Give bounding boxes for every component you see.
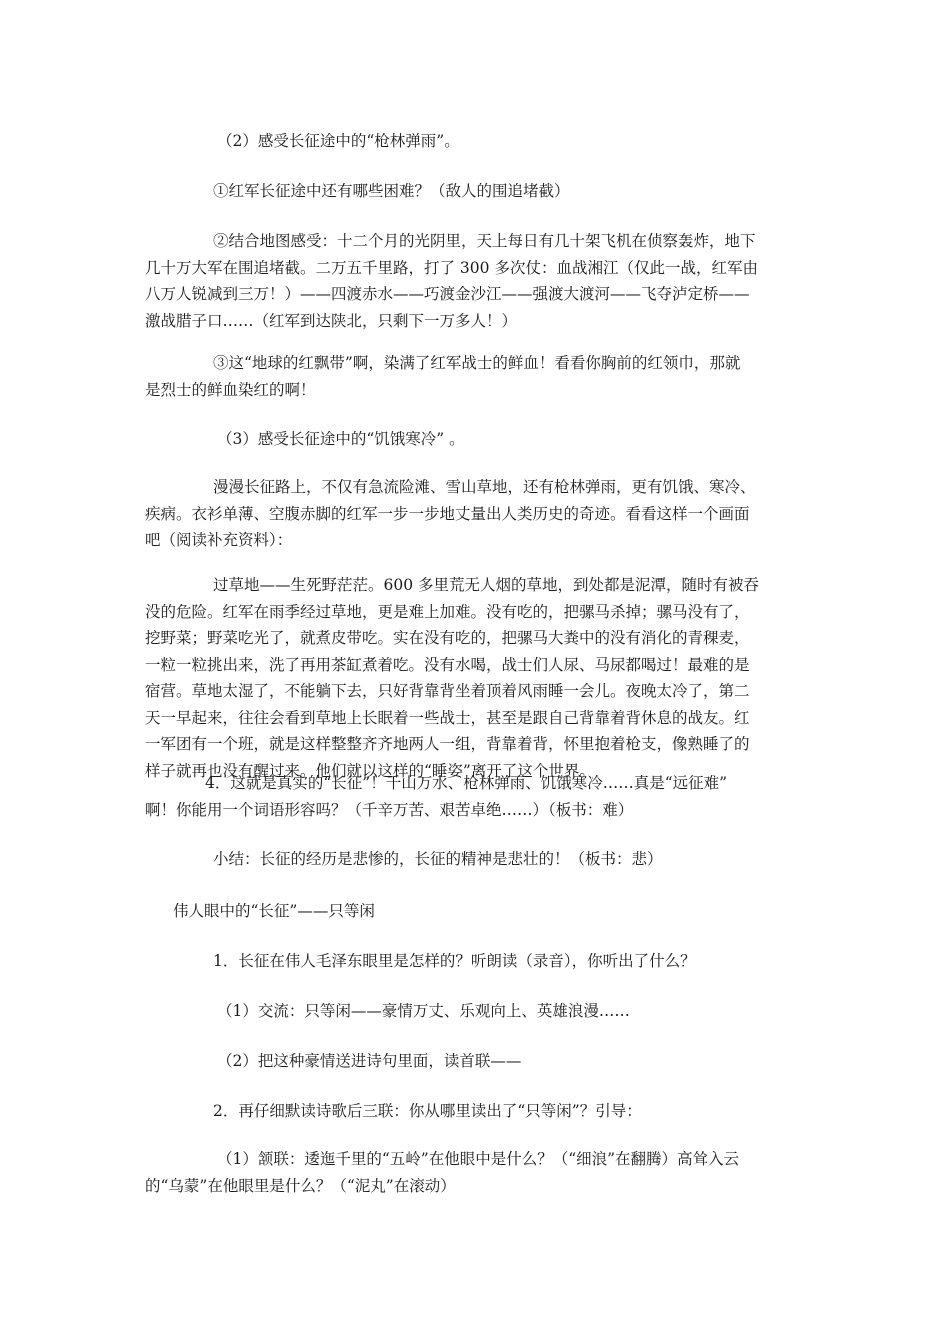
paragraph-section-3-heading (145, 426, 805, 453)
text-line: 4．这就是真实的“长征”！千山万水、枪林弹雨、饥饿寒冷……真是“远征难” (205, 774, 728, 792)
text-line: 几十万大军在围追堵截。二万五千里路，打了 300 多次仗：血战湘江（仅此一战，红军由 (145, 258, 758, 277)
text-line: 一军团有一个班，就是这样整整齐齐地两人一组，背靠着背，怀里抱着枪支，像熟睡了的 (145, 735, 750, 753)
text-line: 激战腊子口……（红军到达陕北，只剩下一万多人！） (145, 311, 518, 330)
text-line: 八万人锐减到三万！）——四渡赤水——巧渡金沙江——强渡大渡河——飞夺泸定桥—— (145, 285, 750, 303)
paragraph-hunger-cold (145, 474, 805, 554)
text-line: 伟人眼中的“长征”——只等闲 (173, 902, 375, 920)
text-line: 天一早起来，往往会看到草地上长眠着一些战士，甚至是跟自己背靠着背休息的战友。红 (145, 708, 750, 727)
text-line: （3）感受长征途中的“饥饿寒冷” 。 (217, 430, 465, 448)
text-line: 挖野菜；野菜吃光了，就煮皮带吃。实在没有吃的，把骡马大粪中的没有消化的青稞麦， (145, 629, 750, 647)
text-line: （2）把这种豪情送进诗句里面，读首联—— (217, 1052, 522, 1070)
paragraph-summary (145, 846, 805, 873)
paragraph-item-2 (145, 1098, 805, 1125)
text-line: 漫漫长征路上，不仅有急流险滩、雪山草地，还有枪林弹雨，更有饥饿、寒冷、 (213, 478, 756, 496)
paragraph-item-1 (145, 948, 805, 975)
paragraph-read-first (145, 1048, 805, 1075)
text-line: 2．再仔细默读诗歌后三联：你从哪里读出了“只等闲”？引导： (213, 1102, 642, 1120)
text-line: 小结：长征的经历是悲惨的，长征的精神是悲壮的！（板书：悲） (213, 850, 663, 868)
text-line: （1）颔联：逶迤千里的“五岭”在他眼中是什么？（“细浪”在翻腾）高耸入云 (217, 1150, 740, 1168)
text-line: 是烈士的鲜血染红的啊！ (145, 380, 316, 399)
text-line: 一粒一粒挑出来，洗了再用茶缸煮着吃。没有水喝，战士们人尿、马尿都喝过！最难的是 (145, 655, 750, 674)
text-line: ②结合地图感受：十二个月的光阴里，天上每日有几十架飞机在侦察轰炸，地下 (213, 232, 756, 250)
paragraph-item-4 (145, 770, 805, 823)
text-line: 的“乌蒙”在他眼里是什么？（“泥丸”在滚动） (145, 1176, 456, 1195)
paragraph-grassland (145, 572, 805, 784)
text-line: 吧（阅读补充资料）： (145, 531, 293, 549)
text-line: ③这“地球的红飘带”啊，染满了红军战士的鲜血！看看你胸前的红领巾，那就 (213, 354, 741, 372)
paragraph-couplet (145, 1146, 805, 1199)
text-line: 宿营。草地太湿了，不能躺下去，只好背靠背坐着顶着风雨睡一会儿。夜晚太冷了，第二 (145, 682, 750, 700)
paragraph-map-feeling (145, 228, 805, 334)
text-line: 1．长征在伟人毛泽东眼里是怎样的？听朗读（录音），你听出了什么？ (213, 952, 696, 970)
text-line: 疾病。衣衫单薄、空腹赤脚的红军一步一步地丈量出人类历史的奇迹。看看这样一个画面 (145, 504, 750, 523)
text-line: （1）交流：只等闲——豪情万丈、乐观向上、英雄浪漫…… (217, 1002, 630, 1020)
text-line: 啊！你能用一个词语形容吗？（千辛万苦、艰苦卓绝……）（板书：难） (145, 800, 634, 819)
paragraph-exchange (145, 998, 805, 1025)
paragraph-section-heading (145, 898, 805, 925)
text-line: 没的危险。红军在雨季经过草地，更是难上加难。没有吃的，把骡马杀掉；骡马没有了， (145, 602, 750, 621)
text-line: 样子就再也没有醒过来。他们就以这样的“睡姿”离开了这个世界。 (145, 761, 595, 780)
paragraph-red-ribbon (145, 350, 805, 403)
text-line: ①红军长征途中还有哪些困难？（敌人的围追堵截） (213, 182, 570, 200)
text-line: （2）感受长征途中的“枪林弹雨”。 (217, 132, 460, 150)
paragraph-question-1 (145, 178, 805, 205)
paragraph-section-2-heading (145, 128, 805, 155)
text-line: 过草地——生死野茫茫。600 多里荒无人烟的草地，到处都是泥潭，随时有被吞 (213, 576, 760, 594)
